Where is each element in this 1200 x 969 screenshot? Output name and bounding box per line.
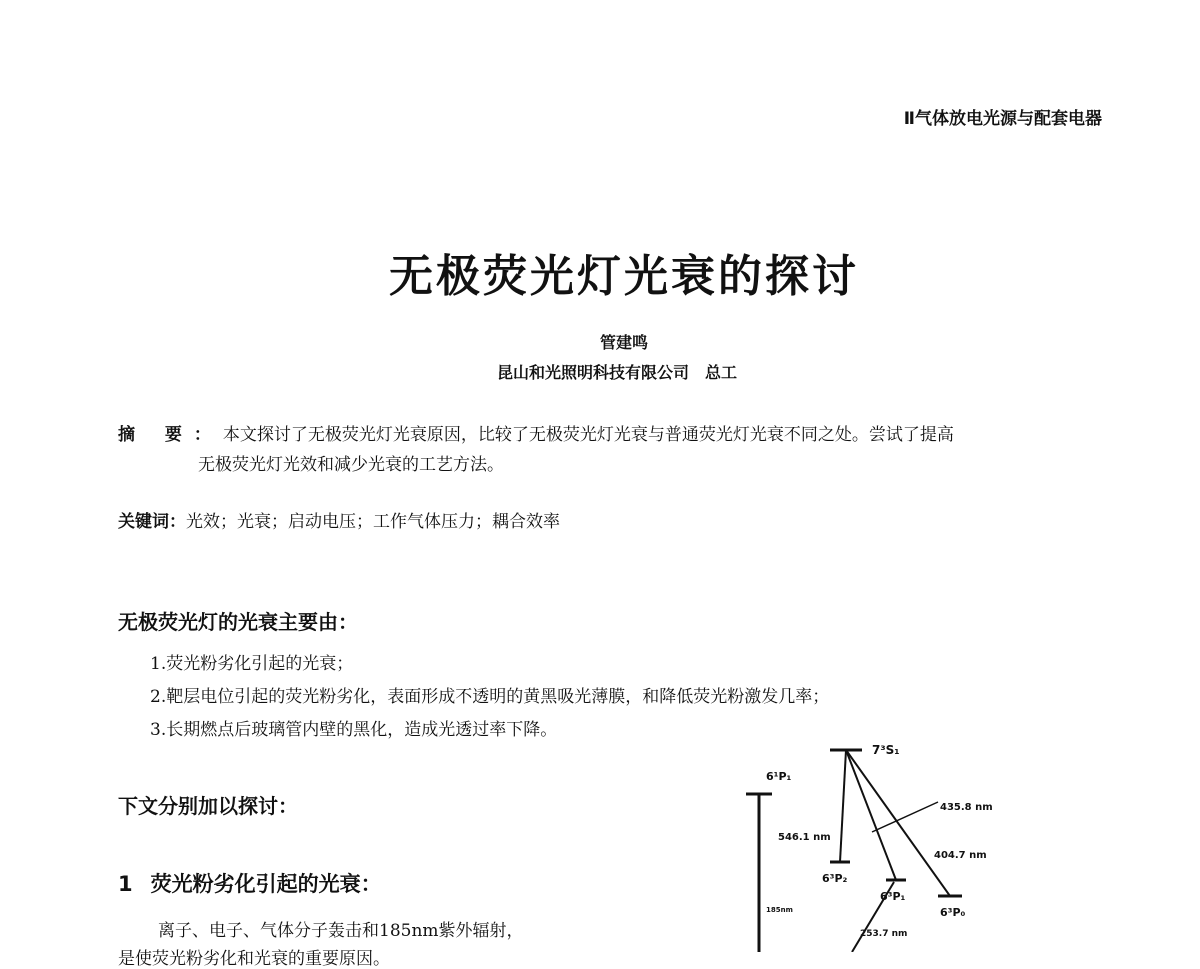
keywords [118, 507, 560, 532]
keywords-label: 关键词： [118, 512, 186, 532]
leader-435nm [872, 802, 938, 832]
article-title: 无极荧光灯光衰的探讨 [389, 251, 859, 302]
author-affiliation [0, 360, 1200, 383]
abstract-text-line-1: 本文探讨了无极荧光灯光衰原因，比较了无极荧光灯光衰与普通荧光灯光衰不同之处。尝试了提高 [222, 425, 954, 445]
section-heading-causes: 无极荧光灯的光衰主要由： [118, 610, 358, 634]
level-6-1p1-label: 6¹P₁ [766, 770, 792, 783]
author-name: 管建鸣 [599, 333, 648, 352]
section-1-heading [118, 868, 382, 898]
label-435nm: 435.8 nm [940, 802, 993, 813]
affiliation-role: 总工 [705, 363, 738, 382]
level-6-3p2-label: 6³P₂ [822, 872, 848, 885]
abstract [118, 420, 1078, 480]
level-6-3p1-label: 6³P₁ [880, 890, 906, 903]
keywords-text: 光效；光衰；启动电压；工作气体压力；耦合效率 [186, 512, 560, 532]
mercury-energy-level-diagram [700, 730, 1020, 952]
line-546nm [840, 750, 846, 862]
running-header: Ⅱ气体放电光源与配套电器 [903, 109, 1102, 129]
abstract-text-line-2: 无极荧光灯光效和减少光衰的工艺方法。 [198, 455, 504, 475]
label-546nm: 546.1 nm [778, 832, 831, 843]
line-435nm [846, 750, 896, 880]
list-item: 2.靶层电位引起的荧光粉劣化，表面形成不透明的黄黑吸光薄膜，和降低荧光粉激发几率； [150, 687, 830, 707]
section-1-title: 荧光粉劣化引起的光衰： [150, 872, 382, 896]
section-1-paragraph-line-2: 是使荧光粉劣化和光衰的重要原因。 [118, 949, 390, 969]
level-7-3s1-label: 7³S₁ [872, 743, 900, 757]
label-253nm: 253.7 nm [860, 929, 908, 939]
line-253nm [852, 882, 894, 952]
level-6-3p0-label: 6³P₀ [940, 906, 966, 919]
section-heading-discuss: 下文分别加以探讨： [118, 794, 298, 818]
line-404nm [846, 750, 950, 896]
section-1-paragraph-line-1: 离子、电子、气体分子轰击和185nm紫外辐射， [158, 921, 524, 941]
list-item: 1.荧光粉劣化引起的光衰； [150, 654, 354, 674]
list-item: 3.长期燃点后玻璃管内壁的黑化，造成光透过率下降。 [150, 720, 558, 740]
section-1-number: 1 [118, 872, 133, 896]
affiliation-company: 昆山和光照明科技有限公司 [496, 363, 689, 382]
abstract-label: 摘 要： [118, 425, 223, 445]
label-185nm: 185nm [766, 906, 793, 914]
label-404nm: 404.7 nm [934, 850, 987, 861]
